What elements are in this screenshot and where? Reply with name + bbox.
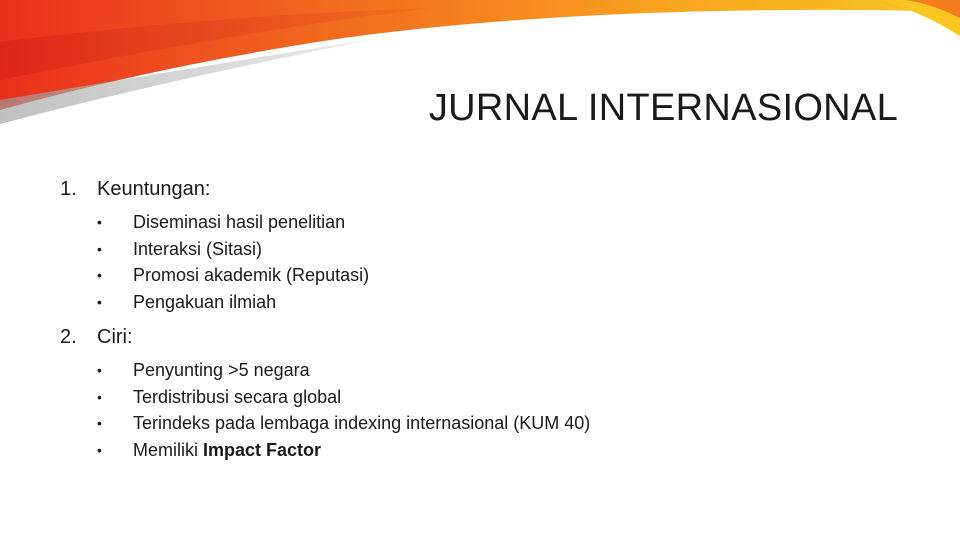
list-item (60, 209, 920, 236)
list-item (60, 410, 920, 437)
bullet-dot-icon: • (97, 267, 102, 283)
bullet-list (60, 357, 920, 463)
list-item-text: Terdistribusi secara global (133, 386, 342, 407)
section-number: 2. (60, 326, 77, 348)
section-heading-text: Keuntungan: (97, 178, 211, 200)
list-item (60, 384, 920, 411)
impact-factor-bold: Impact Factor (203, 439, 322, 460)
list-item-text: Pengakuan ilmiah (133, 291, 277, 312)
list-item (60, 437, 920, 464)
bullet-dot-icon: • (97, 415, 102, 431)
list-item-text-plain: Memiliki (133, 439, 203, 460)
section-heading (60, 175, 920, 203)
bullet-dot-icon: • (97, 214, 102, 230)
list-item-text (133, 437, 321, 464)
list-item-text: Diseminasi hasil penelitian (133, 212, 346, 232)
slide-content (60, 175, 920, 471)
list-item (60, 236, 920, 263)
bullet-list (60, 209, 920, 315)
section-heading (60, 323, 920, 351)
section-heading-text: Ciri: (97, 326, 133, 348)
bullet-dot-icon: • (97, 240, 102, 257)
bullet-dot-icon: • (97, 388, 102, 405)
section-keuntungan (60, 175, 920, 315)
section-number: 1. (60, 178, 77, 200)
bullet-dot-icon: • (97, 362, 102, 378)
bullet-dot-icon: • (97, 441, 102, 458)
list-item-text: Interaksi (Sitasi) (133, 238, 263, 259)
list-item (60, 262, 920, 289)
bullet-dot-icon: • (97, 293, 102, 310)
decorative-swoosh-header (0, 0, 960, 160)
section-ciri (60, 323, 920, 463)
list-item (60, 357, 920, 384)
list-item-text: Terindeks pada lembaga indexing internasional (KUM 40) (133, 413, 591, 433)
list-item-text: Promosi akademik (Reputasi) (133, 265, 370, 285)
list-item-text: Penyunting >5 negara (133, 360, 310, 380)
slide-title: JURNAL INTERNASIONAL (428, 87, 898, 129)
list-item (60, 289, 920, 316)
